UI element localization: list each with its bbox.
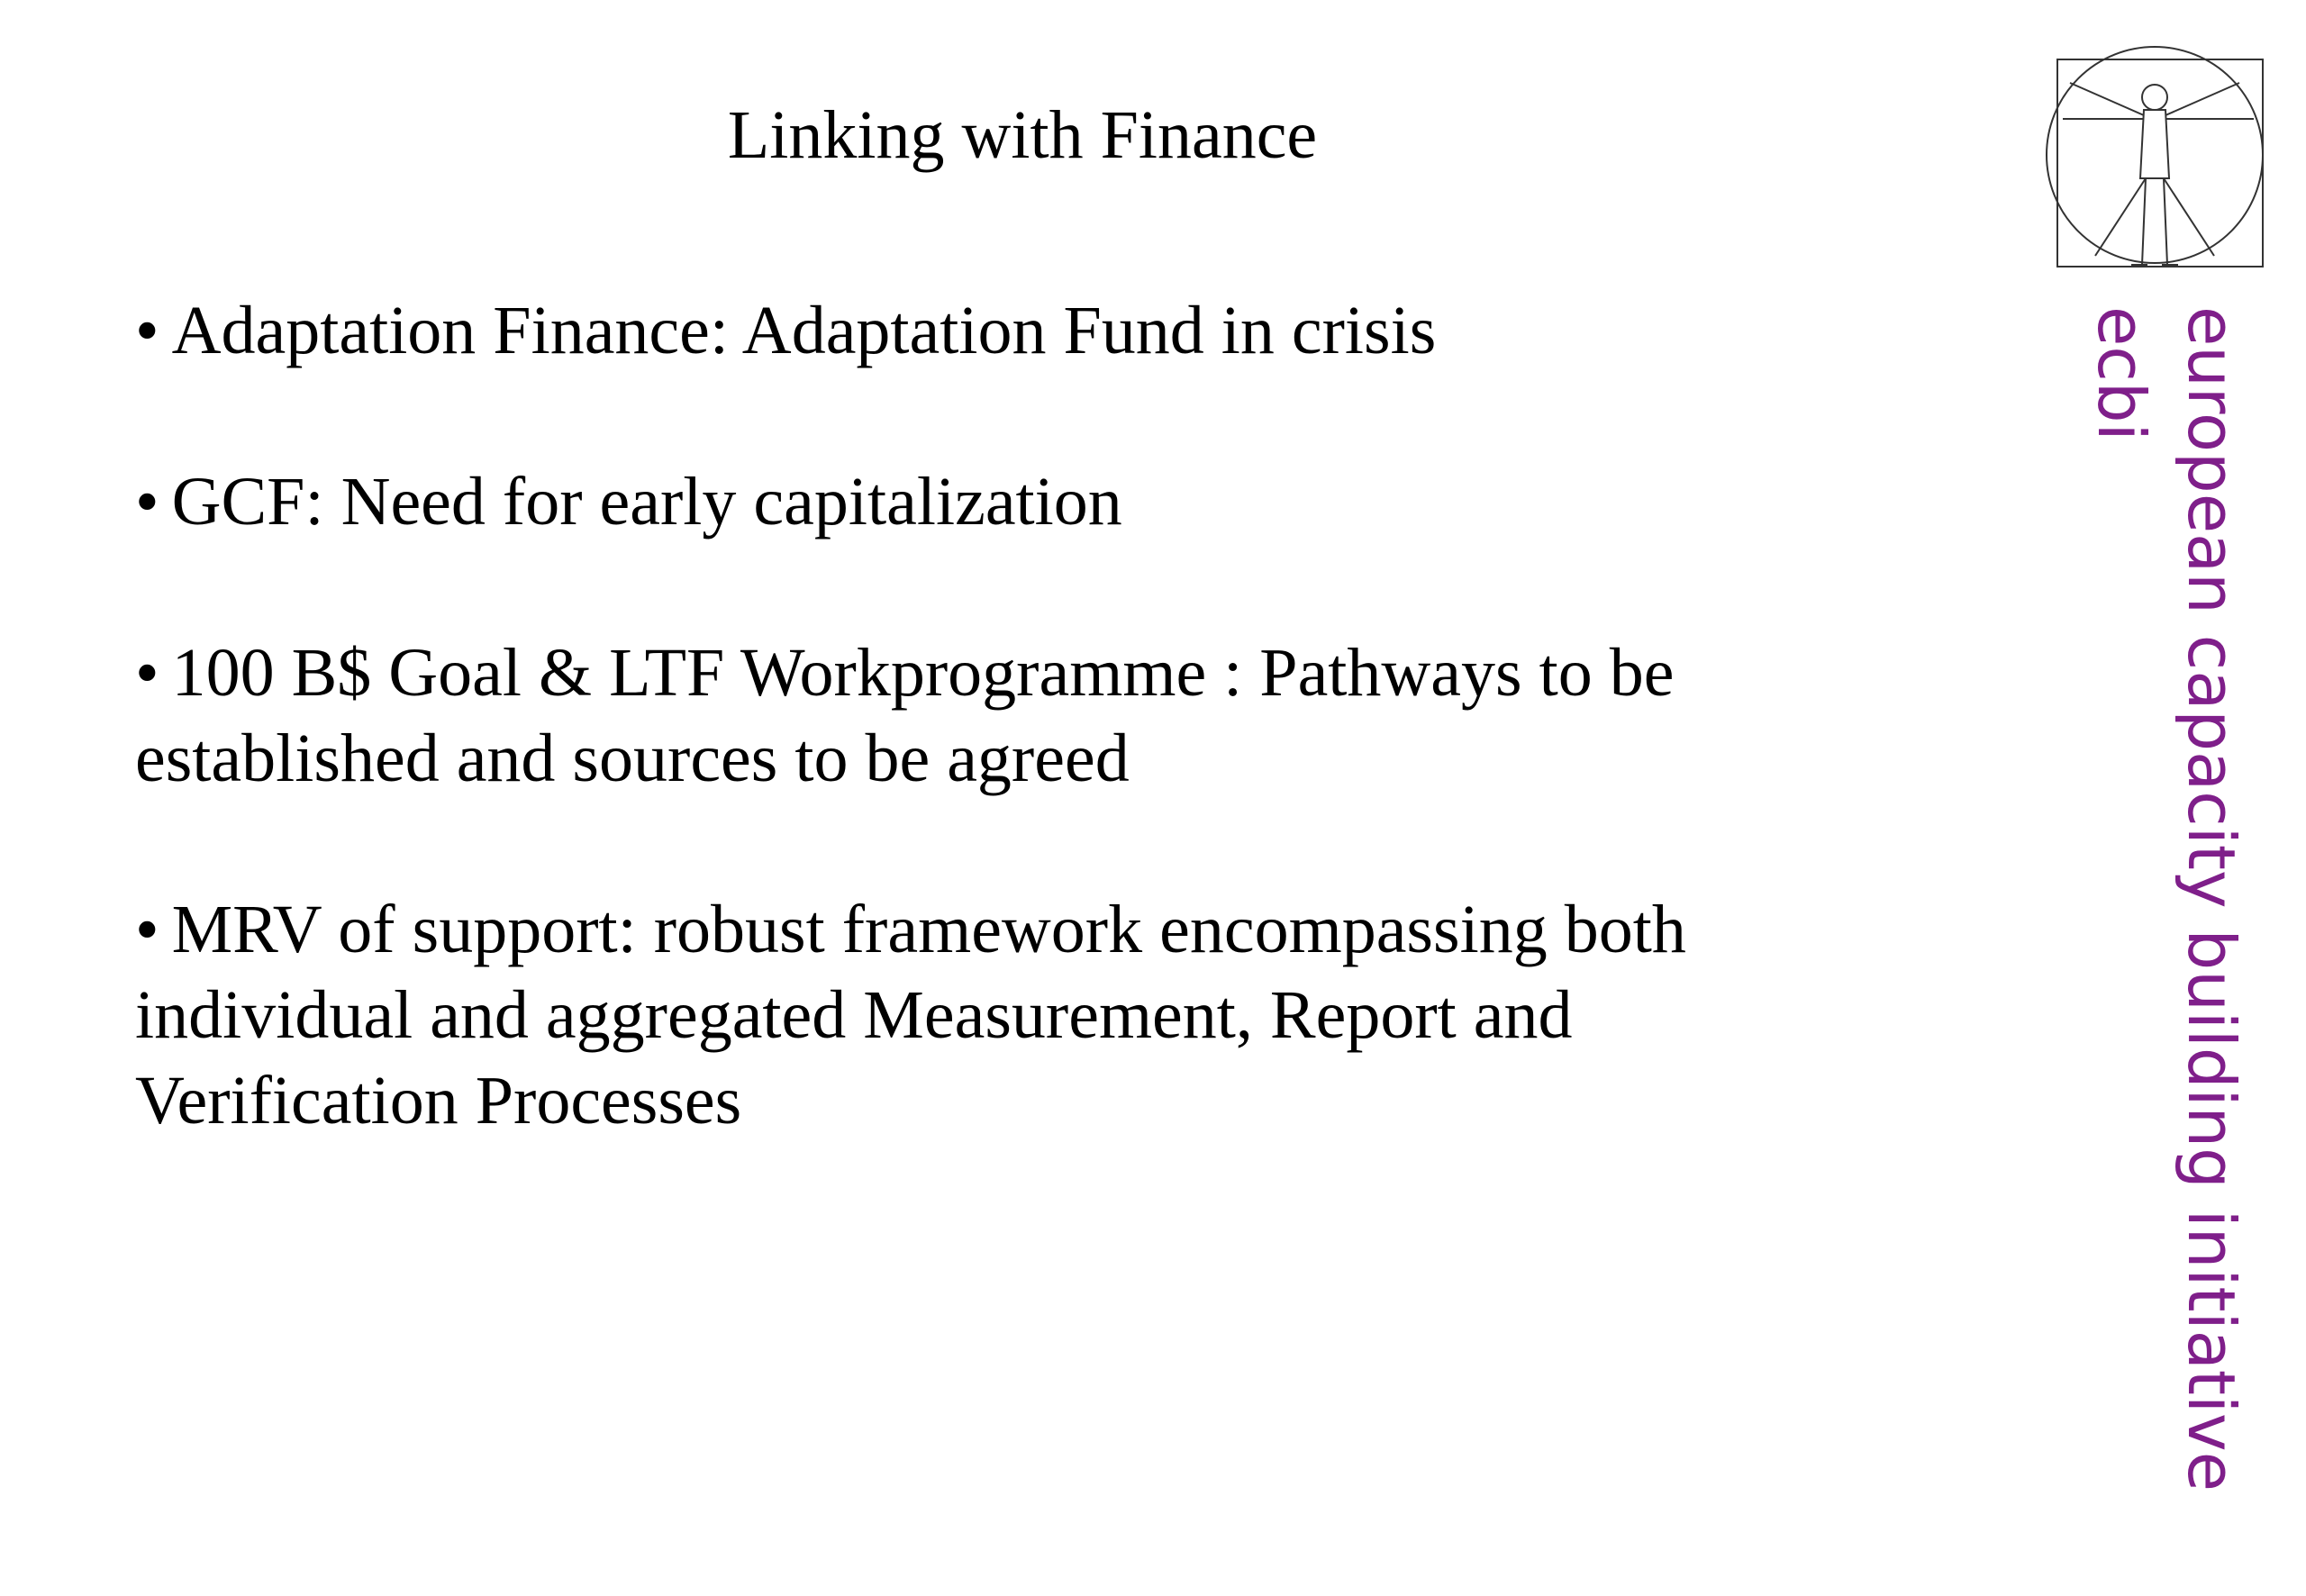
bullet-marker: • [135, 293, 159, 368]
bullet-item [135, 288, 1847, 374]
bullet-marker: • [135, 635, 159, 711]
branding-text [2076, 306, 2256, 1492]
bullet-item [135, 630, 1847, 802]
bullet-marker: • [135, 892, 159, 967]
bullet-text: 100 B$ Goal & LTF Workprogramme : Pathways to be established and sources to be agreed [135, 635, 1675, 796]
bullet-text: MRV of support: robust framework encompassing both individual and aggregated Measurement, Report and Verification Processes [135, 892, 1686, 1138]
vitruvian-man-icon [2038, 43, 2274, 279]
branding-line-1: european capacity building initiative [2174, 306, 2249, 1492]
bullet-text: GCF: Need for early capitalization [171, 464, 1122, 540]
bullet-item [135, 887, 1847, 1144]
bullet-text: Adaptation Finance: Adaptation Fund in crisis [171, 293, 1437, 368]
bullet-marker: • [135, 464, 159, 540]
bullet-list [135, 288, 1847, 1229]
branding-line-2: ecbi [2084, 306, 2159, 441]
bullet-item [135, 459, 1847, 545]
slide-title: Linking with Finance [727, 97, 1318, 173]
